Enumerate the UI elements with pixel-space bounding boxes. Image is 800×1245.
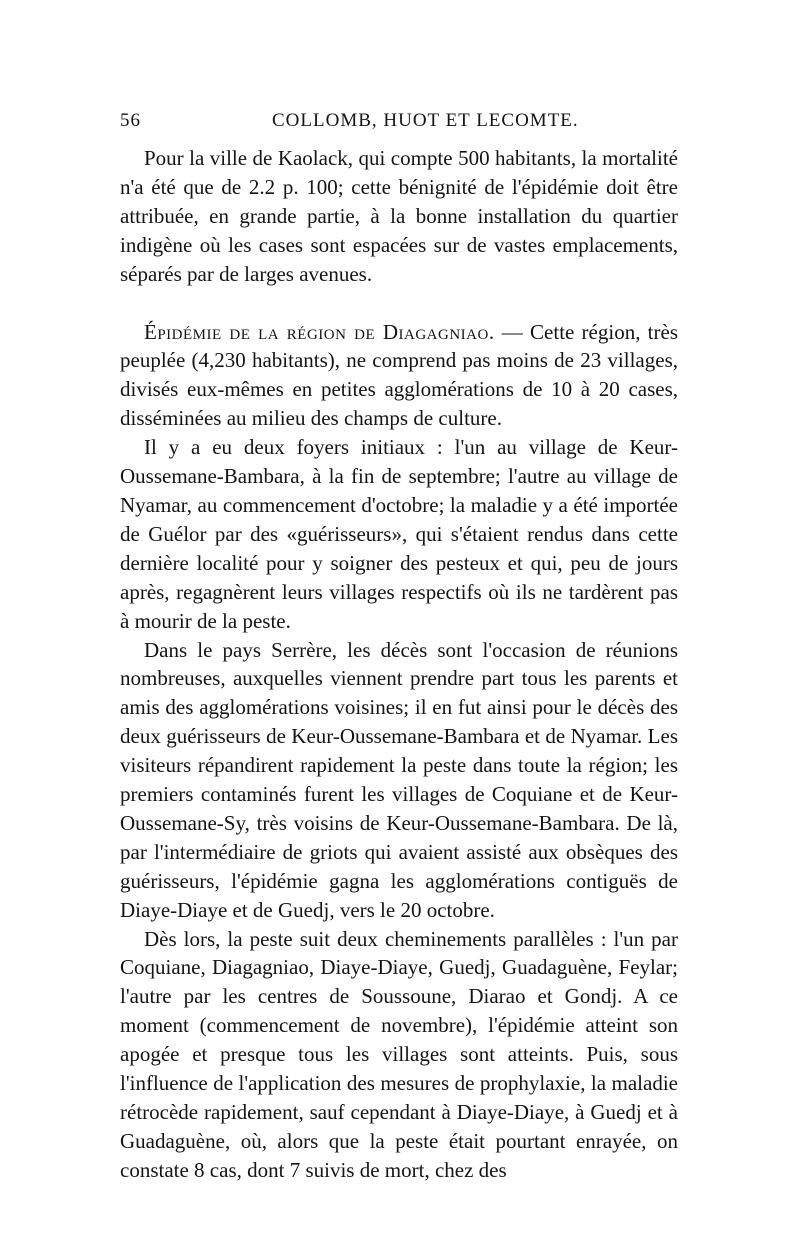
book-page	[120, 110, 678, 1185]
paragraph-foyers: Il y a eu deux foyers initiaux : l'un au village de Keur-Oussemane-Bambara, à la fin de septembre; l'autre au village de Nyamar, au commencement d'octobre; la maladie y a été importée de Guélor par des «guérisseurs», qui s'étaient rendus dans cette dernière localité pour y soigner des pesteux et qui, peu de jours après, regagnèrent leurs villages respectifs où ils ne tardèrent pas à mourir de la peste.	[120, 435, 678, 633]
paragraph-cheminements: Dès lors, la peste suit deux cheminements parallèles : l'un par Coquiane, Diagagniao, Diaye-Diaye, Guedj, Guadaguène, Feylar; l'autre par les centres de Soussoune, Diarao et Gondj. A ce moment (commencement de novembre), l'épidémie atteint son apogée et presque tous les villages sont atteints. Puis, sous l'influence de l'application des mesures de prophylaxie, la maladie rétrocède rapidement, sauf cependant à Diaye-Diaye, à Guedj et à Guadaguène, où, alors que la peste était pourtant enrayée, on constate 8 cas, dont 7 suivis de mort, chez des	[120, 926, 678, 1182]
section-intro-text: Cette région, très peuplée (4,230 habitants), ne comprend pas moins de 23 villages, divisés eux-mêmes en petites agglomérations de 10 à 20 cases, disséminées au milieu des champs de culture.	[120, 319, 678, 431]
section-dash: —	[494, 319, 531, 344]
running-head	[120, 110, 678, 144]
section-heading: Épidémie de la région de Diagagniao.	[144, 319, 495, 344]
paragraph-pays-serrere: Dans le pays Serrère, les décès sont l'occasion de réunions nombreuses, auxquelles viennent prendre part tous les parents et amis des agglomérations voisines; il en fut ainsi pour le décès des deux guérisseurs de Keur-Oussemane-Bambara et de Nyamar. Les visiteurs répandirent rapidement la peste dans toute la région; les premiers contaminés furent les villages de Coquiane et de Keur-Oussemane-Sy, très voisins de Keur-Oussemane-Bambara. De là, par l'intermédiaire de griots qui avaient assisté aux obsèques des guérisseurs, l'épidémie gagna les agglomérations contiguës de Diaye-Diaye et de Guedj, vers le 20 octobre.	[120, 637, 678, 922]
body-text	[120, 144, 678, 1185]
section-diagagniao	[120, 318, 678, 434]
running-title: COLLOMB, HUOT ET LECOMTE.	[272, 110, 579, 131]
paragraph-kaolack: Pour la ville de Kaolack, qui compte 500 habitants, la mortalité n'a été que de 2.2 p. 100; cette bénignité de l'épidémie doit être attribuée, en grande partie, à la bonne installation du quartier indigène où les cases sont espacées sur de vastes emplacements, séparés par de larges avenues.	[120, 146, 678, 286]
page-number: 56	[120, 110, 141, 131]
